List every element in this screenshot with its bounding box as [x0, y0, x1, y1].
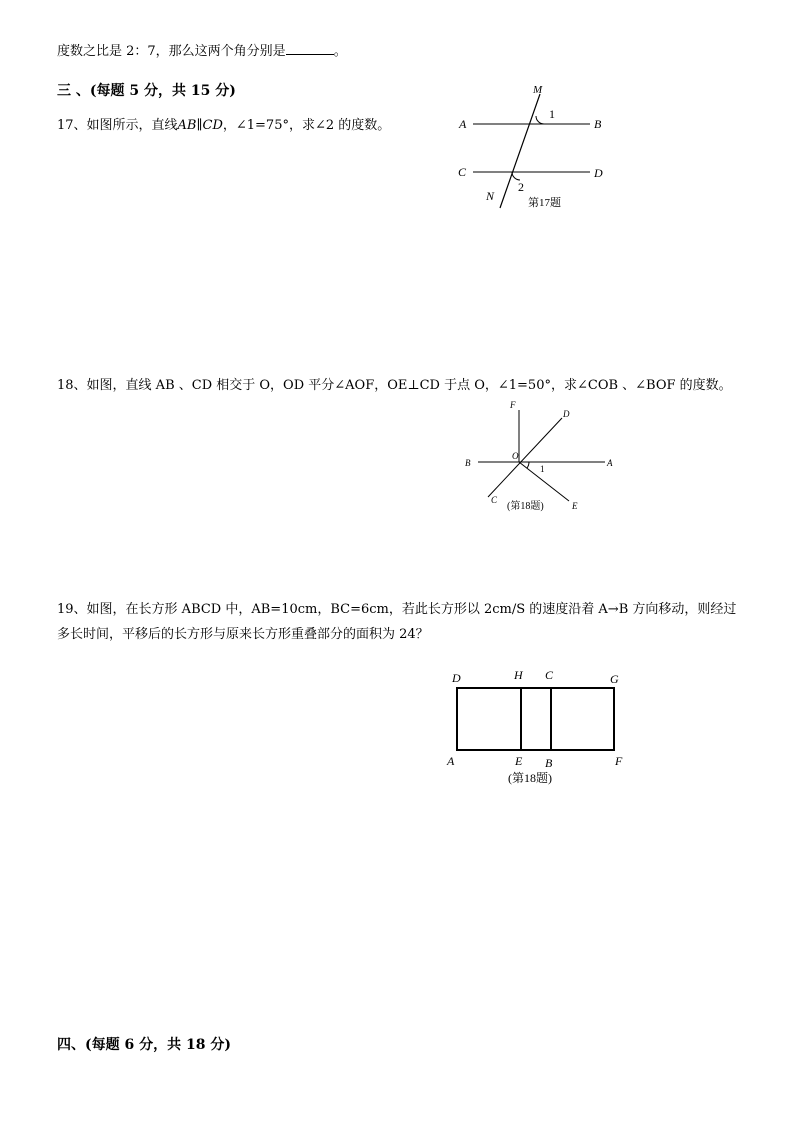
question-19-line-2: 多长时间，平移后的长方形与原来长方形重叠部分的面积为 24？	[57, 627, 429, 642]
q17-rest: ，∠1=75°，求∠2 的度数。	[222, 118, 391, 133]
label-angle-2: 2	[518, 180, 524, 194]
label-a: A	[459, 117, 467, 131]
label-e: E	[572, 501, 578, 511]
rectangle-abcd	[457, 688, 551, 750]
continued-question-end: 。	[333, 44, 347, 59]
label-f: F	[615, 754, 623, 768]
continued-question-text: 度数之比是 2：7，那么这两个角分别是	[57, 44, 286, 59]
section-4-heading: 四、(每题 6 分，共 18 分)	[57, 1037, 231, 1053]
q17-parallel-lines: AB∥CD	[177, 118, 223, 133]
label-angle-1: 1	[549, 107, 555, 121]
section-3-heading: 三 、(每题 5 分，共 15 分)	[57, 83, 236, 99]
label-o: O	[512, 451, 519, 461]
label-d: D	[563, 409, 570, 419]
label-m: M	[533, 84, 543, 96]
label-c: C	[545, 668, 554, 682]
label-angle-1: 1	[540, 464, 545, 474]
label-e: E	[515, 754, 523, 768]
label-b: B	[594, 117, 602, 131]
label-g: G	[610, 672, 619, 686]
label-c: C	[491, 495, 498, 505]
q19-caption: (第18题)	[508, 771, 552, 785]
label-c: C	[458, 165, 467, 179]
label-n: N	[486, 189, 495, 203]
rectangle-ehgf	[521, 688, 614, 750]
label-d: D	[452, 671, 461, 685]
label-h: H	[514, 668, 523, 682]
q18-caption: (第18题)	[507, 501, 544, 512]
label-d: D	[594, 166, 603, 180]
label-a: A	[447, 754, 455, 768]
q17-prefix: 17、如图所示，直线	[57, 118, 178, 133]
label-f: F	[510, 400, 516, 410]
label-b: B	[545, 756, 553, 770]
question-19-line-1: 19、如图，在长方形 ABCD 中，AB=10cm，BC=6cm，若此长方形以 2cm/S 的速度沿着 A→B 方向移动，则经过	[57, 602, 737, 617]
q17-caption: 第17题	[528, 197, 561, 209]
label-a: A	[607, 458, 613, 468]
question-18: 18、如图，直线 AB 、CD 相交于 O，OD 平分∠AOF，OE⊥CD 于点 O，∠1=50°，求∠COB 、∠BOF 的度数。	[57, 378, 732, 393]
label-b: B	[465, 458, 471, 468]
